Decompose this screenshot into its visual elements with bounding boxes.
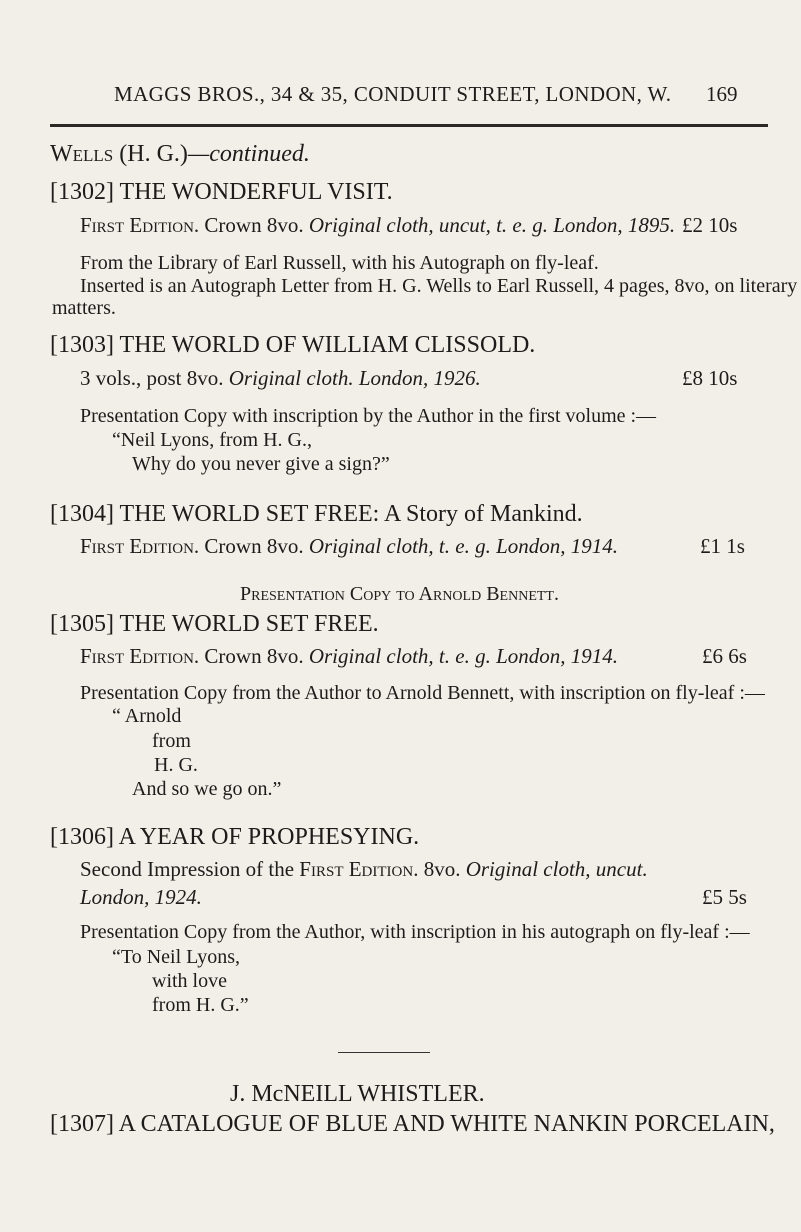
- inscription-line: with love: [152, 970, 227, 992]
- item-1302-edition: [80, 215, 675, 236]
- item-1306-imprint: London, 1924.: [80, 885, 202, 909]
- item-1303-note: Presentation Copy with inscription by the Author in the first volume :—: [80, 405, 657, 427]
- item-1305-heading: Presentation Copy to Arnold Bennett.: [240, 583, 559, 605]
- format: Crown 8vo.: [204, 644, 304, 668]
- item-1306-title: [1306] A YEAR OF PROPHESYING.: [50, 824, 420, 850]
- binding-imprint: Original cloth. London, 1926.: [228, 366, 481, 390]
- format: 3 vols., post 8vo.: [80, 366, 224, 390]
- binding: Original cloth, uncut.: [465, 857, 648, 881]
- impression: Second Impression of the: [80, 857, 295, 881]
- page-number: 169: [706, 82, 738, 106]
- item-1306-price: £5 5s: [702, 885, 747, 909]
- inscription-line: And so we go on.”: [132, 778, 282, 800]
- author-heading-wells: [50, 142, 310, 166]
- edition-label: First Edition.: [80, 534, 200, 558]
- item-1304-edition: [80, 536, 618, 557]
- item-1306-note: Presentation Copy from the Author, with inscription in his autograph on fly-leaf :—: [80, 921, 750, 943]
- edition-label: First Edition.: [80, 644, 200, 668]
- running-header: MAGGS BROS., 34 & 35, CONDUIT STREET, LONDON, W.: [114, 82, 672, 106]
- section-divider: [338, 1052, 430, 1053]
- format: Crown 8vo.: [204, 534, 304, 558]
- edition-label: First Edition.: [299, 857, 419, 881]
- item-1303-title: [1303] THE WORLD OF WILLIAM CLISSOLD.: [50, 332, 536, 358]
- item-1303-edition: [80, 368, 481, 389]
- item-1305-edition: [80, 646, 618, 667]
- author-name: Wells (H. G.): [50, 141, 188, 167]
- binding-imprint: Original cloth, uncut, t. e. g. London, 1895.: [308, 213, 676, 237]
- item-1306-edition: [80, 859, 648, 880]
- inscription-line: from H. G.”: [152, 994, 249, 1016]
- item-1302-note: matters.: [52, 297, 116, 319]
- item-1305-price: £6 6s: [702, 644, 747, 668]
- inscription-line: Why do you never give a sign?”: [132, 453, 390, 475]
- format: 8vo.: [423, 857, 461, 881]
- item-1305-note: Presentation Copy from the Author to Arnold Bennett, with inscription on fly-leaf :—: [80, 682, 765, 704]
- format: Crown 8vo.: [204, 213, 304, 237]
- header-rule: [50, 124, 768, 127]
- item-1305-title: [1305] THE WORLD SET FREE.: [50, 611, 379, 637]
- item-1304-price: £1 1s: [700, 534, 745, 558]
- inscription-line: “To Neil Lyons,: [112, 946, 241, 968]
- item-1304-title: [1304] THE WORLD SET FREE: A Story of Mankind.: [50, 501, 583, 527]
- item-1302-note: From the Library of Earl Russell, with his Autograph on fly-leaf.: [80, 252, 599, 274]
- item-1302-note: Inserted is an Autograph Letter from H. G. Wells to Earl Russell, 4 pages, 8vo, on literary: [80, 275, 798, 297]
- item-1303-price: £8 10s: [682, 366, 738, 390]
- continued-label: —continued.: [187, 141, 310, 167]
- edition-label: First Edition.: [80, 213, 200, 237]
- inscription-line: “ Arnold: [112, 705, 182, 727]
- author-heading-whistler: J. McNEILL WHISTLER.: [230, 1081, 485, 1107]
- item-1302-title: [1302] THE WONDERFUL VISIT.: [50, 179, 393, 205]
- binding-imprint: Original cloth, t. e. g. London, 1914.: [308, 644, 619, 668]
- inscription-line: H. G.: [154, 754, 198, 776]
- inscription-line: “Neil Lyons, from H. G.,: [112, 429, 312, 451]
- item-1307-title: [1307] A CATALOGUE OF BLUE AND WHITE NANKIN PORCELAIN,: [50, 1111, 775, 1137]
- binding-imprint: Original cloth, t. e. g. London, 1914.: [308, 534, 619, 558]
- inscription-line: from: [152, 730, 191, 752]
- item-1302-price: £2 10s: [682, 213, 738, 237]
